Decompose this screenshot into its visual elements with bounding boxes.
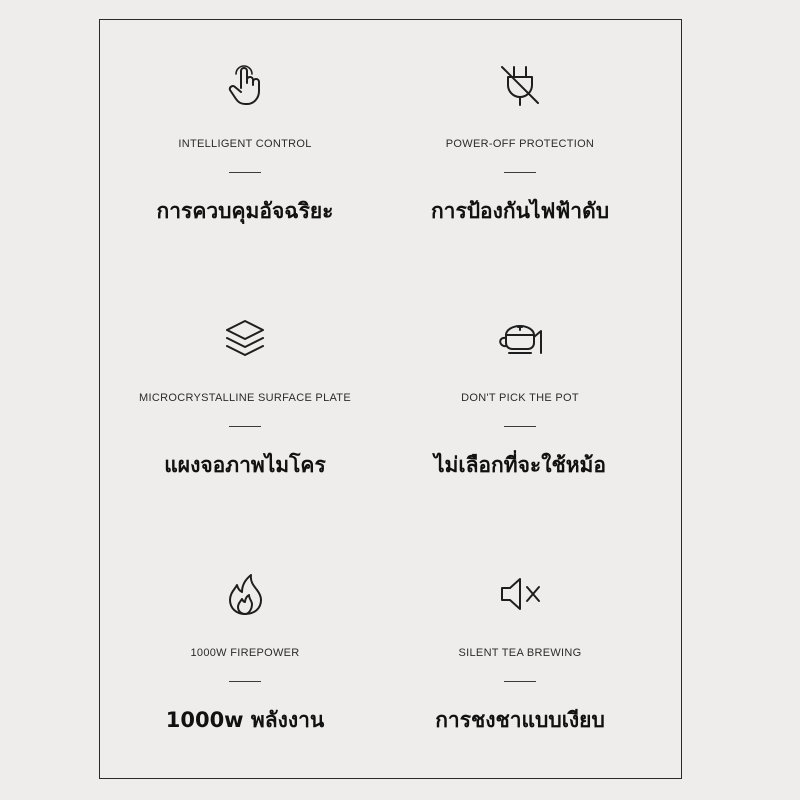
divider [504,681,536,682]
feature-label-en: INTELLIGENT CONTROL [178,138,312,150]
feature-intelligent-control [120,20,370,260]
divider [229,681,261,682]
feature-label-en: DON'T PICK THE POT [461,392,579,404]
feature-label-th: ไม่เลือกที่จะใช้หม้อ [433,453,606,477]
feature-panel [99,19,682,779]
feature-label-en: 1000W FIREPOWER [190,647,300,659]
feature-label-th: การควบคุมอัจฉริยะ [156,199,334,223]
tap-hand-icon [220,60,270,110]
feature-label-th: แผงจอภาพไมโคร [164,453,326,477]
feature-firepower [120,529,370,769]
teapot-icon [495,314,545,364]
feature-power-off-protection [395,20,645,260]
divider [229,172,261,173]
speaker-mute-icon [495,569,545,619]
power-off-plug-icon [495,60,545,110]
feature-label-en: POWER-OFF PROTECTION [445,138,595,150]
feature-label-th: การชงชาแบบเงียบ [435,708,605,732]
flame-icon [220,569,270,619]
feature-dont-pick-pot [395,274,645,514]
divider [229,426,261,427]
divider [504,172,536,173]
divider [504,426,536,427]
layers-icon [220,314,270,364]
feature-label-th: การป้องกันไฟฟ้าดับ [430,199,610,223]
feature-label-th: 1000w พลังงาน [165,708,325,732]
feature-silent-brewing [395,529,645,769]
feature-microcrystalline-plate [120,274,370,514]
feature-label-en: MICROCRYSTALLINE SURFACE PLATE [139,392,351,404]
feature-label-en: SILENT TEA BREWING [458,647,582,659]
